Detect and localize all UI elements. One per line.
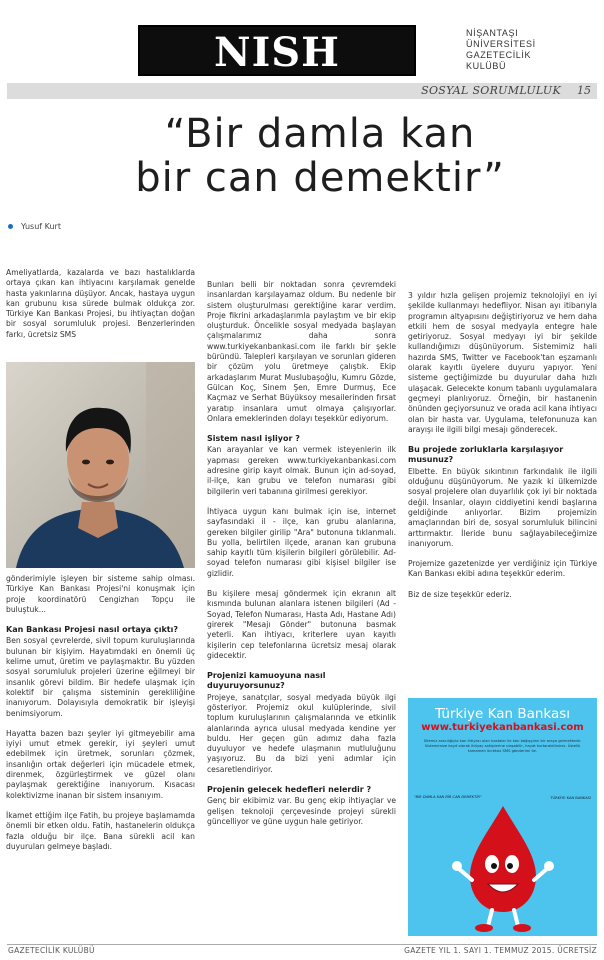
paragraph: Hayatta bazen bazı şeyler iyi gitmeyebilir ama iyiyi umut etmek gerekir, iyi şeyleri umut edebilmek için üretmek, sorunları çözmek, insanlığın ortak değerleri için mücadele etmek, direnmek, özgürleştirmek ve güzel olanı paylaşmak gerektiğine inanıyorum. Kısacası kolektivizme inanan bir sistem insanıyım.	[6, 728, 195, 800]
headline-line: “Bir damla kan	[164, 111, 476, 157]
paragraph: Ameliyatlarda, kazalarda ve bazı hastalıklarda ortaya çıkan kan ihtiyacını karşılamak genelde hasta yakınlarına düşüyor. Ancak, hastaya uygun kan grubunu kısa sürede bulmak oldukça zor. Türkiye Kan Bankası Projesi, bu ihtiyaçtan doğan bir sosyal sorumluluk projesi. Benzerlerinden farkı, ücretsiz SMS	[6, 268, 195, 339]
paragraph: Genç bir ekibimiz var. Bu genç ekip ihtiyaçlar ve gelişen teknoloji çerçevesinde projeyi sürekli güncelliyor ve güne uygun hale getiriyor.	[207, 796, 396, 826]
club-line: ÜNİVERSİTESİ	[466, 39, 536, 49]
ad-org: TÜRKİYE KAN BANKASI	[550, 796, 591, 800]
author-name: Yusuf Kurt	[21, 222, 61, 231]
ad-url: www.turkiyekanbankasi.com	[421, 722, 584, 733]
club-line: GAZETECİLİK	[466, 50, 532, 60]
paragraph: Ben sosyal çevrelerde, sivil topum kuruluşlarında bulunan bir kişiyim. Hayatımdaki en önemli üç kelime umut, üretim ve paylaşmaktır. Bu yüzden sosyal sorumluluk projeleri üzerine eğilmeyi bir insanlık görevi bildim. Bir hedefe ulaşmak için kolektif bir çalışma sisteminin gerekliliğine inanıyorum. Dolayısıyla demokratik bir işleyişi benimsiyorum.	[6, 636, 195, 718]
paragraph: Projemize gazetenizde yer verdiğiniz için Türkiye Kan Bankası ekibi adına teşekkür ederim.	[408, 559, 597, 579]
question-heading: Bu projede zorluklarla karşılaşıyor musunuz?	[408, 445, 564, 465]
club-line: NİŞANTAŞI	[466, 28, 519, 38]
paragraph: Biz de size teşekkür ederiz.	[408, 589, 512, 599]
column-2	[207, 280, 396, 837]
paragraph: İhtiyaca uygun kanı bulmak için ise, internet sayfasındaki il - ilçe, kan grubu alanlarına, gereken bilgiler girilip "Ara" butonuna tıklanmalı. Bu yolla, belirtilen ilçede, aranan kan grubuna sahip kayıtlı tüm kişilerin bilgileri görülebilir. Ad-soyad telefon numarası gibi kişisel bilgiler ise gizlidir.	[207, 506, 396, 578]
kan-bankasi-ad	[408, 698, 597, 936]
interviewee-photo	[6, 362, 195, 568]
bullet-icon	[8, 224, 13, 229]
ad-title: Türkiye Kan Bankası	[434, 706, 571, 722]
paragraph: Projeye, sanatçılar, sosyal medyada büyük ilgi gösteriyor. Projemiz okul kulüplerinde, sivil toplum kuruluşlarının çalışmalarında ve etkinlik alanlarında ayrıca ulusal medyada kendine yer buldu. Her geçen gün adımız daha fazla duyuluyor ve hedefe ulaşmanın mutluluğunu yaşıyoruz. Bu da bizi yeni adımlar için cesaretlendiriyor.	[207, 692, 396, 774]
column-1-intro	[6, 268, 195, 350]
footer-club: GAZETECİLİK KULÜBÜ	[8, 946, 95, 955]
paragraph: Bunları belli bir noktadan sonra çevremdeki insanlardan karşılayamaz oldum. Bu nedenle bir sistem oluşturulması gerektiğine karar verdim. Proje fikrini arkadaşlarımla paylaştım ve bir ekip oluşturduk. Öncelikle sosyal medyada başlayan çalışmalarımız daha sonra www.turkiyekanbankasi.com ile farklı bir şekle büründü. Talepleri karşılayan ve sorunları gideren bir çözüm yolu üretmeye çalıştık. Ekip arkadaşlarım Murat Muslubaşoğlu, Kumru Gözde, Gülcan Koç, Sinem Şen, Emre Durmuş, Ece Kaçmaz ve Serhat Büyüksoy mesailerinden fırsat yaratıp insanlara umut olmaya çalışıyorlar. Onlara emeklerinden dolayı teşekkür ediyorum.	[207, 280, 396, 423]
column-3	[408, 291, 597, 610]
page-number: 15	[577, 84, 591, 97]
headline-line: bir can demektir”	[135, 155, 505, 201]
section-bar	[7, 83, 597, 99]
author-byline	[8, 222, 61, 231]
headline	[40, 112, 600, 200]
question-heading: Projenin gelecek hedefleri nelerdir ?	[207, 785, 372, 795]
portrait-image	[6, 362, 195, 568]
column-1-body	[6, 574, 195, 862]
question-heading: Kan Bankası Projesi nasıl ortaya çıktı?	[6, 625, 178, 635]
club-name	[466, 28, 536, 72]
paragraph: gönderimiyle işleyen bir sisteme sahip olması. Türkiye Kan Bankası Projesi'ni konuşmak için proje koordinatörü Cengizhan Topçu ile buluştuk...	[6, 574, 195, 614]
paragraph: Bu kişilere mesaj göndermek için ekranın alt kısmında bulunan alanlara istenen bilgileri (Ad - Soyad, Telefon Numarası, Hasta Adı, Hastane Adı) girerek "Mesajı Gönder" butonuna basmak yeterli. Kan ihtiyacı, kriterlere uyan kayıtlı kişilerin cep telefonlarına ücretsiz mesaj olarak gidecektir.	[207, 589, 396, 660]
paragraph: İkamet ettiğim ilçe Fatih, bu projeye başlamamda önemli bir etken oldu. Fatih, hastanelerin oldukça fazla olduğu bir ilçe. Bana sürekli acil kan duyuruları gelmeye başladı.	[6, 810, 195, 851]
section-label: SOSYAL SORUMLULUK	[421, 84, 561, 97]
paragraph: 3 yıldır hızla gelişen projemiz teknolojiyi en iyi şekilde kullanmayı hedefliyor. Nisan ayı itibarıyla programın altyapısını değiştiriyoruz ve hem daha etkili hem de sosyal medyayla entegre hale getiriyoruz. Sosyal medyayı iyi bir şekilde kullandığımızı düşünüyorum. Sistemimiz hali hazırda SMS, Twitter ve Facebook'tan eşzamanlı olarak kayıtlı üyelere duyuru yapıyor. Yeni sisteme geçtiğimizde bu duyurular daha hızlı ulaşacak. Gelecekte konum tabanlı uygulamalara geçmeyi planlıyoruz. Örneğin, bir hastanenin önünden geçiyorsunuz ve orada acil kana ihtiyacı olan bir hasta var. Uygulama, telefonunuza kan arayışı ile ilgili bilgi mesajı gönderecek.	[408, 291, 597, 434]
question-heading: Projenizi kamuoyuna nasıl duyuruyorsunuz?	[207, 671, 326, 691]
footer-divider	[7, 944, 597, 945]
ad-body: Sitemiz aracılığıyla kan ihtiyacı olan hastalar ile kan bağışçıları bir araya gelmektedir. Sistemimize kayıt olarak ihtiyaç sahiplerine ulaşabilir, hayat kurtarabilirsiniz. Üstelik tamamen ücretsiz SMS gönderimi ile.	[423, 739, 582, 753]
paragraph: Kan arayanlar ve kan vermek isteyenlerin ilk yapması gereken www.turkiyekanbankasi.com adresine girip kayıt olmak. Bunun için ad-soyad, il-ilçe, kan grubu ve telefon numarası gibi bilgilerin veri tabanına girilmesi gerekiyor.	[207, 445, 396, 496]
footer-issue: GAZETE YIL 1. SAYI 1. TEMMUZ 2015. ÜCRETSİZ	[404, 946, 597, 955]
masthead	[138, 25, 416, 76]
newspaper-title: NISH	[214, 29, 340, 76]
paragraph: Elbette. En büyük sıkıntının farkındalık ile ilgili olduğunu düşünüyorum. Ne yazık ki ülkemizde sosyal projelere olan duyarlılık çok iyi bir noktada değil. İnsanlar, olayın ciddiyetini kendi başlarına geldiğinde anlıyorlar. Bizim projemizin amaçlarından biri de, sosyal sorumluluk bilincini arttırmaktır. İleride bunu sağlayabileceğimize inanıyorum.	[408, 466, 597, 548]
question-heading: Sistem nasıl işliyor ?	[207, 434, 300, 444]
blood-drop-mascot-icon	[448, 802, 558, 934]
ad-slogan: "BİR DAMLA KAN BİR CAN DEMEKTİR"	[414, 795, 482, 799]
club-line: KULÜBÜ	[466, 61, 507, 71]
